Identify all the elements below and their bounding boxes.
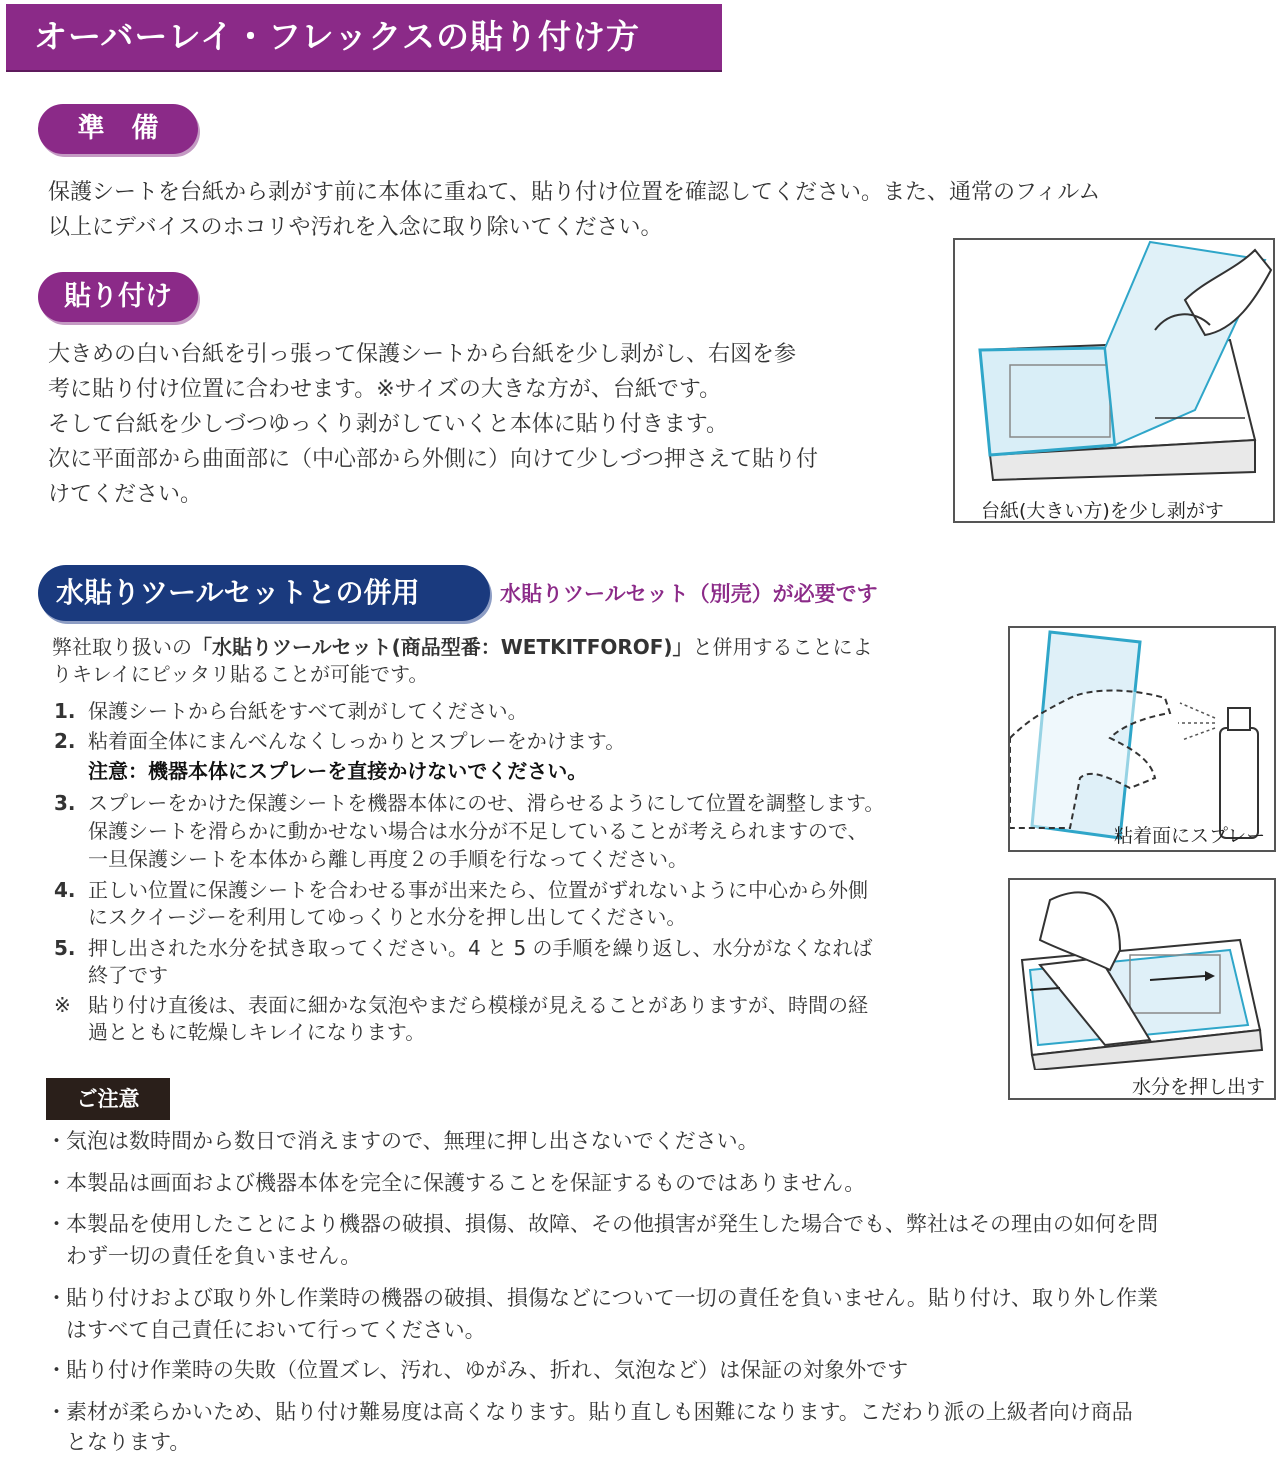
step-text: 貼り付け直後は、表面に細かな気泡やまだら模様が見えることがありますが、時間の経 <box>88 993 868 1017</box>
step-number: 3. <box>54 791 76 815</box>
bullet-dot: ・ <box>46 1129 67 1153</box>
water-intro-prefix: 弊社取り扱いの <box>52 635 192 659</box>
caution-label: ご注意 <box>46 1078 170 1120</box>
figure-squeegee-caption: 水分を押し出す <box>1132 1076 1266 1098</box>
step-text: 保護シートから台紙をすべて剥がしてください。 <box>88 699 528 723</box>
bullet-text: 本製品を使用したことにより機器の破損、損傷、故障、その他損害が発生した場合でも、弊社はその理由の如何を問 <box>66 1212 1158 1236</box>
step-text: 保護シートを滑らかに動かせない場合は水分が不足していることが考えられますので、 <box>88 819 868 843</box>
attach-line-4: 次に平面部から曲面部に（中心部から外側に）向けて少しづつ押さえて貼り付 <box>48 447 819 472</box>
figure-squeegee <box>1008 878 1276 1100</box>
bullet-dot: ・ <box>46 1286 67 1310</box>
spray-illustration <box>1010 628 1274 850</box>
figure-spray-caption: 粘着面にスプレー <box>1114 825 1266 847</box>
prep-text <box>48 175 1100 245</box>
bullet-text: 本製品は画面および機器本体を完全に保護することを保証するものではありません。 <box>66 1171 866 1195</box>
bullet-text: 気泡は数時間から数日で消えますので、無理に押し出さないでください。 <box>66 1129 759 1153</box>
step-number: 5. <box>54 936 76 960</box>
step-number: 4. <box>54 878 76 902</box>
step-text: 過とともに乾燥しキレイになります。 <box>88 1020 426 1044</box>
step-text: にスクイージーを利用してゆっくりと水分を押し出してください。 <box>88 905 687 929</box>
bullet-text: はすべて自己責任において行ってください。 <box>66 1318 486 1342</box>
attach-line-5: けてください。 <box>48 482 203 507</box>
bullet-text: わず一切の責任を負いません。 <box>66 1244 362 1268</box>
bullet-dot: ・ <box>46 1400 67 1424</box>
bullet-dot: ・ <box>46 1171 67 1195</box>
squeegee-illustration <box>1010 880 1274 1070</box>
water-intro-line-1 <box>52 634 873 661</box>
step-number: ※ <box>54 993 71 1017</box>
bullet-text: 貼り付けおよび取り外し作業時の機器の破損、損傷などについて一切の責任を負いません。貼り付け、取り外し作業 <box>66 1286 1158 1310</box>
step-number: 1. <box>54 699 76 723</box>
water-intro-suffix: と併用することによ <box>692 635 873 659</box>
peel-illustration <box>955 240 1273 485</box>
water-intro-product: 「水貼りツールセット(商品型番：WETKITFOROF)」 <box>192 635 693 659</box>
prep-line-1: 保護シートを台紙から剥がす前に本体に重ねて、貼り付け位置を確認してください。また、通常のフィルム <box>48 180 1101 205</box>
step-text: 粘着面全体にまんべんなくしっかりとスプレーをかけます。 <box>88 729 626 753</box>
step-number: 2. <box>54 729 76 753</box>
step-text: スプレーをかけた保護シートを機器本体にのせ、滑らせるようにして位置を調整します。 <box>88 791 885 815</box>
section-label-attach: 貼り付け <box>38 272 198 322</box>
attach-line-1: 大きめの白い台紙を引っ張って保護シートから台紙を少し剥がし、右図を参 <box>48 342 797 367</box>
attach-text <box>48 337 818 512</box>
step-text: 終了です <box>88 963 168 987</box>
bullet-dot: ・ <box>46 1358 67 1382</box>
water-kit-note: 水貼りツールセット（別売）が必要です <box>500 582 878 606</box>
bullet-text: となります。 <box>66 1430 191 1454</box>
prep-line-2: 以上にデバイスのホコリや汚れを入念に取り除いてください。 <box>48 215 663 240</box>
step-text: 一旦保護シートを本体から離し再度２の手順を行なってください。 <box>88 847 688 871</box>
attach-line-2: 考に貼り付け位置に合わせます。※サイズの大きな方が、台紙です。 <box>48 377 722 402</box>
attach-line-3: そして台紙を少しづつゆっくり剥がしていくと本体に貼り付きます。 <box>48 412 729 437</box>
section-label-water: 水貼りツールセットとの併用 <box>38 565 490 621</box>
page-title: オーバーレイ・フレックスの貼り付け方 <box>6 4 722 70</box>
step-text: 押し出された水分を拭き取ってください。4 と 5 の手順を繰り返し、水分がなくなれば <box>88 936 873 960</box>
step-text: 正しい位置に保護シートを合わせる事が出来たら、位置がずれないように中心から外側 <box>88 878 868 902</box>
figure-peel-caption: 台紙(大きい方)を少し剥がす <box>981 500 1224 522</box>
bullet-text: 貼り付け作業時の失敗（位置ズレ、汚れ、ゆがみ、折れ、気泡など）は保証の対象外です <box>66 1358 909 1382</box>
bullet-text: 素材が柔らかいため、貼り付け難易度は高くなります。貼り直しも困難になります。こだわり派の上級者向け商品 <box>66 1400 1133 1424</box>
section-label-prep: 準 備 <box>38 104 198 154</box>
step-warning: 注意：機器本体にスプレーを直接かけないでください。 <box>88 759 588 783</box>
bullet-dot: ・ <box>46 1212 67 1236</box>
water-intro-line-2: りキレイにピッタリ貼ることが可能です。 <box>52 662 429 686</box>
water-intro <box>52 634 873 688</box>
figure-spray <box>1008 626 1276 852</box>
figure-peel-backing <box>953 238 1275 523</box>
